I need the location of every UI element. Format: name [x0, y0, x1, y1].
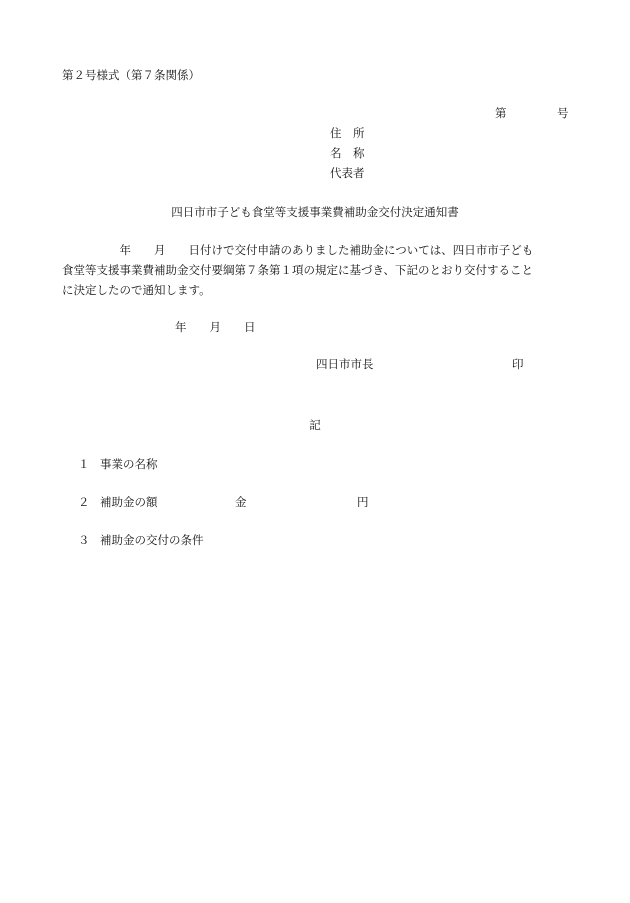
- body-paragraph: [62, 240, 572, 300]
- document-number-go: 号: [557, 106, 569, 120]
- item-label: 補助金の額: [100, 495, 158, 509]
- body-line: 食堂等支援事業費補助金交付要綱第７条第１項の規定に基づき、下記のとおり交付すること: [62, 263, 534, 277]
- amount-yen-label: 円: [357, 495, 369, 509]
- document-number-dai: 第: [495, 106, 507, 120]
- item-number: ２: [78, 495, 90, 509]
- issue-date: 年 月 日: [175, 320, 256, 334]
- document-title: 四日市市子ども食堂等支援事業費補助金交付決定通知書: [171, 205, 459, 219]
- recipient-name-label: 名 称: [330, 146, 365, 160]
- item-number: ３: [78, 533, 90, 547]
- form-label: 第２号様式（第７条関係）: [62, 68, 200, 82]
- body-line: 年 月 日付けで交付申請のありました補助金については、四日市市子ども: [62, 243, 534, 257]
- body-line: に決定したので通知します。: [62, 283, 211, 297]
- item-label: 補助金の交付の条件: [100, 533, 204, 547]
- recipient-representative-label: 代表者: [330, 166, 365, 180]
- ki-heading: 記: [309, 418, 321, 432]
- issuer-name: 四日市市長: [316, 357, 374, 371]
- seal-mark: 印: [512, 357, 524, 371]
- recipient-address-label: 住 所: [330, 126, 365, 140]
- item-number: １: [78, 457, 90, 471]
- amount-kin-label: 金: [235, 495, 247, 509]
- item-label: 事業の名称: [100, 457, 158, 471]
